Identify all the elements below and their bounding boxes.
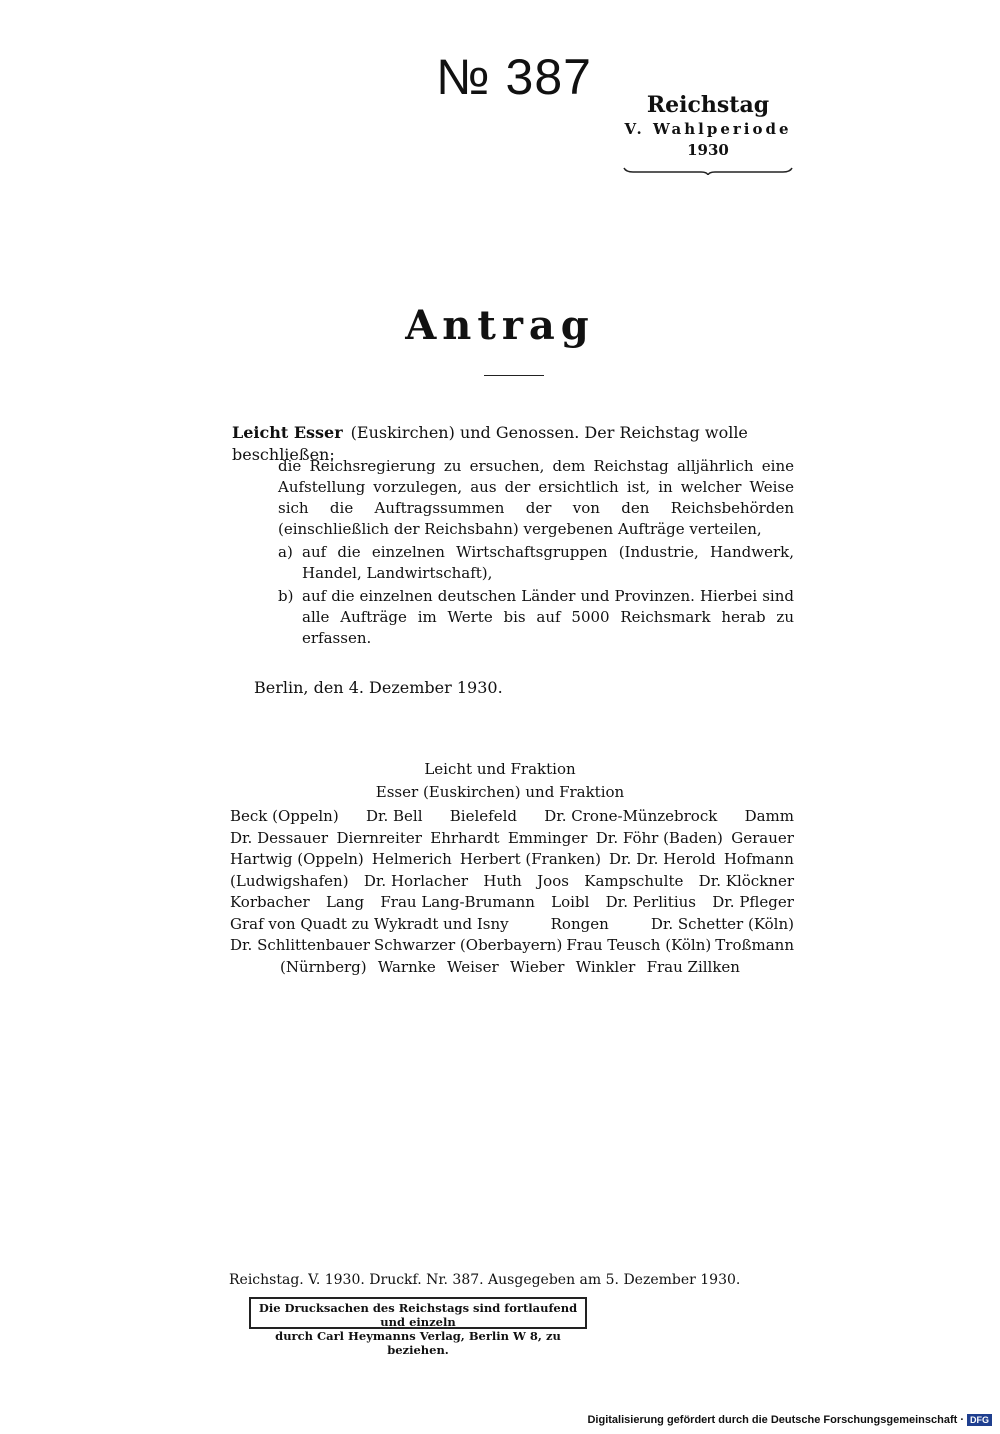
- signer-name: Troßmann: [715, 936, 794, 954]
- intro-names: Leicht Esser: [232, 423, 343, 442]
- signer-row: [230, 935, 794, 957]
- list-text: auf die einzelnen deutschen Länder und Provinzen. Hierbei sind alle Aufträge im Werte bis auf 5000 Reichsmark herab zu erfassen.: [302, 587, 794, 647]
- credit-text: Digitalisierung gefördert durch die Deutsche Forschungsgemeinschaft ·: [587, 1414, 964, 1426]
- signer-name: Korbacher: [230, 893, 310, 911]
- signer-name: Helmerich: [371, 850, 452, 868]
- signer-name: Kampschulte: [584, 871, 684, 890]
- signer-name: Graf von Quadt zu Wykradt und Isny: [230, 914, 509, 933]
- reichstag-label: Reichstag: [646, 92, 770, 118]
- signer-name: Loibl: [551, 893, 590, 911]
- signer-name: Frau Zillken: [646, 957, 740, 976]
- signer-name: Dr. Horlacher: [363, 871, 469, 890]
- signer-name: Rongen: [550, 914, 609, 933]
- date-line: Berlin, den 4. Dezember 1930.: [254, 678, 503, 697]
- list-item: [278, 586, 794, 649]
- signer-name: Wieber: [509, 957, 565, 976]
- signer-name: Bielefeld: [449, 807, 517, 825]
- list-item: [278, 542, 794, 584]
- signer-name: (Ludwigshafen): [230, 871, 349, 890]
- footer-line: Reichstag. V. 1930. Druckf. Nr. 387. Ausgegeben am 5. Dezember 1930.: [229, 1272, 741, 1288]
- signer-name: Dr. Klöckner: [698, 871, 794, 890]
- signer-name: Herbert (Franken): [459, 850, 601, 868]
- signer-row: [230, 914, 794, 936]
- list-text: auf die einzelnen Wirtschaftsgruppen (Industrie, Handwerk, Handel, Landwirtschaft),: [302, 543, 794, 582]
- year-label: 1930: [687, 141, 729, 159]
- signer-name: Ehrhardt: [430, 828, 500, 847]
- signer-name: Diernreiter: [336, 828, 422, 847]
- signer-name: Hofmann: [723, 850, 794, 868]
- signer-name: Hartwig (Oppeln): [230, 850, 364, 868]
- list-marker: a): [278, 543, 293, 561]
- signer-name: Dr. Schetter (Köln): [650, 914, 794, 933]
- signer-name: Schwarzer (Oberbayern): [373, 936, 563, 954]
- brace-ornament: [623, 167, 793, 175]
- publisher-line: Die Drucksachen des Reichstags sind fortlaufend und einzeln: [258, 1301, 578, 1329]
- dfg-logo: DFG: [967, 1414, 992, 1426]
- signers-list: [230, 806, 794, 978]
- signer-name: Dr. Föhr (Baden): [595, 828, 723, 847]
- publisher-line: durch Carl Heymanns Verlag, Berlin W 8, zu beziehen.: [275, 1329, 561, 1357]
- signer-name: Dr. Perlitius: [605, 893, 696, 911]
- document-number: № 387: [436, 49, 592, 105]
- digitization-credit: [587, 1414, 992, 1426]
- signer-name: Lang: [325, 893, 365, 911]
- signer-name: Huth: [483, 871, 522, 890]
- signer-name: Winkler: [575, 957, 636, 976]
- signer-name: Dr. Crone-Münzebrock: [544, 807, 718, 825]
- signer-row: [230, 849, 794, 871]
- signer-name: Damm: [744, 807, 794, 825]
- wahlperiode-label: V. Wahlperiode: [624, 120, 792, 138]
- fraktion-line: Leicht und Fraktion: [424, 760, 576, 778]
- signer-name: Dr. Dr. Herold: [609, 850, 716, 868]
- document-title: Antrag: [405, 302, 595, 349]
- list-marker: b): [278, 587, 294, 605]
- signer-name: (Nürnberg): [280, 957, 367, 976]
- publisher-notice: [249, 1297, 587, 1357]
- signer-name: Frau Teusch (Köln): [566, 936, 712, 954]
- signer-name: Beck (Oppeln): [230, 807, 339, 825]
- signer-name: Dr. Pfleger: [712, 893, 794, 911]
- signer-row: [230, 828, 794, 850]
- signer-row: [230, 806, 794, 828]
- reichstag-header: [622, 92, 794, 179]
- signer-row: [230, 957, 794, 979]
- signer-name: Frau Lang-Brumann: [380, 893, 535, 911]
- signer-name: Dr. Bell: [365, 807, 423, 825]
- signer-name: Dr. Dessauer: [230, 828, 329, 847]
- motion-paragraph: die Reichsregierung zu ersuchen, dem Reichstag alljährlich eine Aufstellung vorzulegen, aus der ersichtlich ist, in welcher Weise sich die Auftragssummen der von den Reichsbehörden (einschließlich der Reichsbahn) vergebenen Aufträge verteilen,: [278, 457, 794, 538]
- signer-name: Warnke: [377, 957, 436, 976]
- signer-row: [230, 871, 794, 893]
- title-divider: [484, 375, 544, 376]
- signer-name: Gerauer: [731, 828, 794, 847]
- signer-name: Emminger: [507, 828, 588, 847]
- signer-name: Weiser: [447, 957, 499, 976]
- signer-row: [230, 892, 794, 914]
- signer-name: Dr. Schlittenbauer: [230, 936, 370, 954]
- motion-body: [278, 456, 794, 649]
- signer-name: Joos: [537, 871, 569, 890]
- intro-text: (Euskirchen) und Genossen. Der Reichstag wolle beschließen:: [232, 423, 748, 464]
- fraktion-line: Esser (Euskirchen) und Fraktion: [375, 783, 625, 801]
